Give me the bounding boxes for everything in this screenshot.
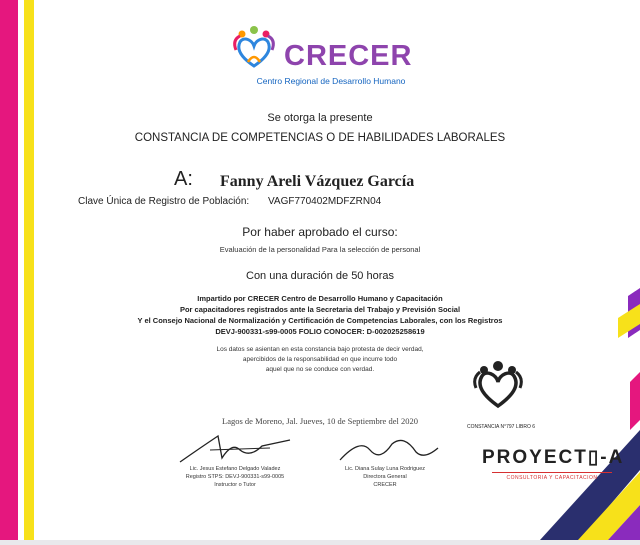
signer-2-name: Lic. Diana Sulay Luna Rodriguez <box>344 466 426 472</box>
disclaimer-line-1: Los datos se asientan en esta constancia bajo protesta de decir verdad, <box>216 346 424 353</box>
certificate-title: CONSTANCIA DE COMPETENCIAS O DE HABILIDADES LABORALES <box>134 132 506 144</box>
imparted-line-1: Impartido por CRECER Centro de Desarrollo Humano y Capacitación <box>197 294 443 303</box>
curp-label: Clave Única de Registro de Población: <box>78 196 250 207</box>
proyecta-underline <box>492 472 612 473</box>
stripe-magenta <box>630 372 640 430</box>
constancia-number: CONSTANCIA N°797 LIBRO 6 <box>466 424 536 430</box>
disclaimer-line-2: apercibidos de la responsabilidad en que incurre todo <box>242 356 398 363</box>
imparted-line-2: Por capacitadores registrados ante la Secretaria del Trabajo y Previsión Social <box>179 305 461 314</box>
curp-value: VAGF770402MDFZRN04 <box>268 196 382 207</box>
crecer-logo-icon <box>228 22 280 74</box>
proyecta-logo-text: PROYECT▯-A <box>482 447 625 468</box>
signer-1-role: Instructor o Tutor <box>214 482 256 488</box>
place-date: Lagos de Moreno, Jal. Jueves, 10 de Septiembre del 2020 <box>222 416 418 426</box>
crecer-logo-subtitle: Centro Regional de Desarrollo Humano <box>256 76 406 86</box>
recipient-name: Fanny Areli Vázquez García <box>220 173 415 190</box>
crecer-logo-text: CRECER <box>284 40 413 72</box>
course-duration: Con una duración de 50 horas <box>246 270 394 282</box>
signer-2-org: CRECER <box>373 482 397 488</box>
imparted-line-3: Y el Consejo Nacional de Normalización y Certificación de Competencias Laborales, con los Registros <box>137 316 503 325</box>
course-name: Evaluación de la personalidad Para la selección de personal <box>219 245 421 254</box>
signer-2-role: Directora General <box>363 474 407 480</box>
proyecta-logo-icon <box>470 358 526 412</box>
signature-1 <box>170 428 300 468</box>
signature-2 <box>320 430 450 470</box>
header-line-1: Se otorga la presente <box>267 112 373 124</box>
recipient-prefix: A: <box>174 168 193 190</box>
signer-1-name: Lic. Jesus Estefano Delgado Valadez <box>189 466 281 472</box>
signer-1-registry: Registro STPS: DEVJ-900331-s99-0005 <box>185 474 285 480</box>
proyecta-tagline: CONSULTORIA Y CAPACITACION <box>506 475 598 481</box>
registry-line: DEVJ-900331-s99-0005 FOLIO CONOCER: D-002025258619 <box>215 327 425 336</box>
disclaimer-line-3: aquel que no se conduce con verdad. <box>265 366 375 373</box>
course-heading: Por haber aprobado el curso: <box>242 225 398 239</box>
